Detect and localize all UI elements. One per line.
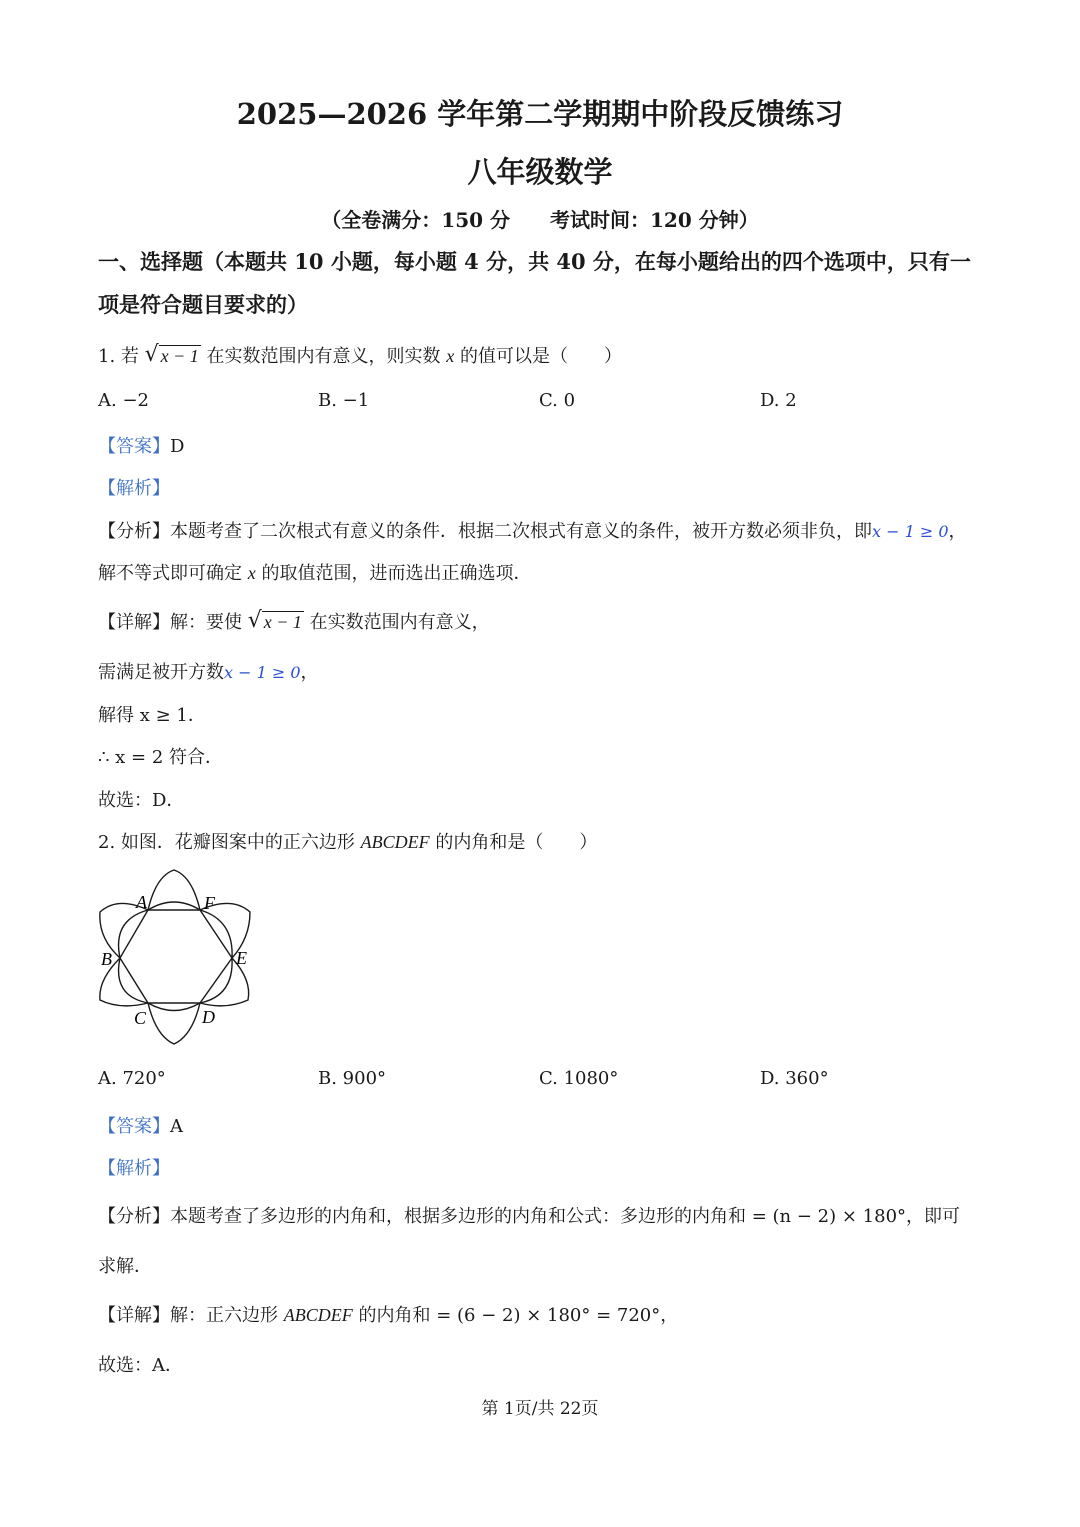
q1-detail-b: 在实数范围内有意义， (309, 612, 490, 633)
q1-detail (98, 608, 490, 634)
hexagon-shape (120, 910, 232, 1003)
q1-choose: 故选：D． (98, 790, 185, 811)
vertex-label-e: E (236, 948, 247, 968)
q1-fenxi-tag: 【分析】 (98, 521, 170, 542)
q1-answer-value: D (170, 436, 185, 457)
q1-var-x: x (446, 346, 455, 366)
q2-option-a: A. 720° (98, 1068, 166, 1089)
petal-bottom (148, 1003, 200, 1044)
q2-detail-a: 解：正六边形 (170, 1305, 278, 1326)
q2-fenxi-tag: 【分析】 (98, 1206, 170, 1227)
radical-sign-icon: √ (247, 608, 262, 633)
q2-answer-value: A (170, 1116, 183, 1137)
q2-option-d: D. 360° (760, 1068, 829, 1089)
q1-detail-tag: 【详解】 (98, 612, 170, 633)
q2-fenxi-text: 本题考查了多边形的内角和，根据多边形的内角和公式：多边形的内角和 = (n − 2) × 180°，即可 (170, 1206, 961, 1227)
q2-stem (98, 828, 597, 854)
q1-step1-end: ， (300, 662, 319, 683)
vertex-label-f: F (204, 893, 215, 913)
vertex-label-a: A (136, 892, 147, 912)
q1-fenxi-text: 本题考查了二次根式有意义的条件．根据二次根式有意义的条件，被开方数必须非负，即 (170, 521, 872, 542)
q1-sqrt (144, 342, 201, 367)
q1-step3: ∴ x = 2 符合． (98, 747, 224, 768)
q2-stem-b: 的内角和是（ ） (435, 832, 598, 853)
q2-detail-tag: 【详解】 (98, 1305, 170, 1326)
q2-analysis-tag: 【解析】 (98, 1158, 170, 1179)
q1-stem (98, 342, 622, 368)
inner-arc-6 (148, 1003, 200, 1011)
q1-step1-a: 需满足被开方数 (98, 662, 224, 683)
q2-stem-name: ABCDEF (360, 832, 430, 852)
q1-sqrt-expr: x − 1 (160, 346, 199, 366)
q1-answer (98, 432, 184, 458)
q2-stem-a: 2. 如图．花瓣图案中的正六边形 (98, 832, 355, 853)
q1-detail-a: 解：要使 (170, 612, 242, 633)
q1-fenxi-line2-a: 解不等式即可确定 (98, 563, 242, 584)
q1-fenxi (98, 517, 967, 543)
exam-info: （全卷满分：150 分 考试时间：120 分钟） (321, 208, 759, 232)
q1-detail-sqrt-expr: x − 1 (263, 612, 302, 632)
q2-fenxi-line2: 求解． (98, 1256, 152, 1277)
q2-option-c: C. 1080° (539, 1068, 619, 1089)
q2-answer-tag: 【答案】 (98, 1116, 170, 1137)
q2-choose: 故选：A． (98, 1355, 183, 1376)
q2-fenxi (98, 1202, 960, 1228)
q2-detail-b: 的内角和 = (6 − 2) × 180° = 720°， (358, 1305, 679, 1326)
q1-stem-rest: 在实数范围内有意义，则实数 (206, 346, 441, 367)
q1-fenxi-line2-x: x (247, 563, 256, 583)
vertex-label-d: D (202, 1007, 215, 1027)
q1-fenxi-line2-b: 的取值范围，进而选出正确选项． (261, 563, 532, 584)
q1-step2: 解得 x ≥ 1． (98, 705, 206, 726)
vertex-label-b: B (101, 949, 112, 969)
inner-arc-5 (148, 902, 200, 910)
radical-sign-icon: √ (144, 342, 159, 367)
q1-step1-formula: x − 1 ≥ 0 (224, 663, 301, 682)
petal-top (148, 870, 200, 910)
q1-option-c: C. 0 (539, 390, 576, 411)
q1-option-a: A. −2 (98, 390, 149, 411)
page-footer: 第 1页/共 22页 (481, 1399, 599, 1419)
q1-fenxi-end: ， (948, 521, 967, 542)
q1-number: 1. 若 (98, 346, 139, 367)
exam-title: 2025—2026 学年第二学期期中阶段反馈练习 (236, 97, 844, 131)
q1-step1 (98, 658, 319, 684)
q2-detail-name: ABCDEF (283, 1305, 353, 1325)
exam-subtitle: 八年级数学 (467, 155, 613, 189)
petal-hexagon-figure (92, 868, 262, 1057)
q1-stem-end: 的值可以是（ ） (459, 346, 622, 367)
q1-analysis-tag: 【解析】 (98, 478, 170, 499)
q1-fenxi-line2 (98, 559, 531, 585)
section-heading-line2: 项是符合题目要求的） (98, 292, 308, 317)
q1-option-d: D. 2 (760, 390, 797, 411)
q1-answer-tag: 【答案】 (98, 436, 170, 457)
vertex-label-c: C (134, 1008, 147, 1028)
q1-option-b: B. −1 (318, 390, 370, 411)
q2-answer (98, 1112, 183, 1138)
section-heading-line1: 一、选择题（本题共 10 小题，每小题 4 分，共 40 分，在每小题给出的四个选项中，只有一 (98, 249, 971, 274)
q1-detail-sqrt (247, 608, 304, 633)
q2-detail (98, 1301, 678, 1327)
petal-hexagon-diagram (92, 868, 262, 1053)
q2-option-b: B. 900° (318, 1068, 387, 1089)
q1-fenxi-formula: x − 1 ≥ 0 (872, 522, 949, 541)
